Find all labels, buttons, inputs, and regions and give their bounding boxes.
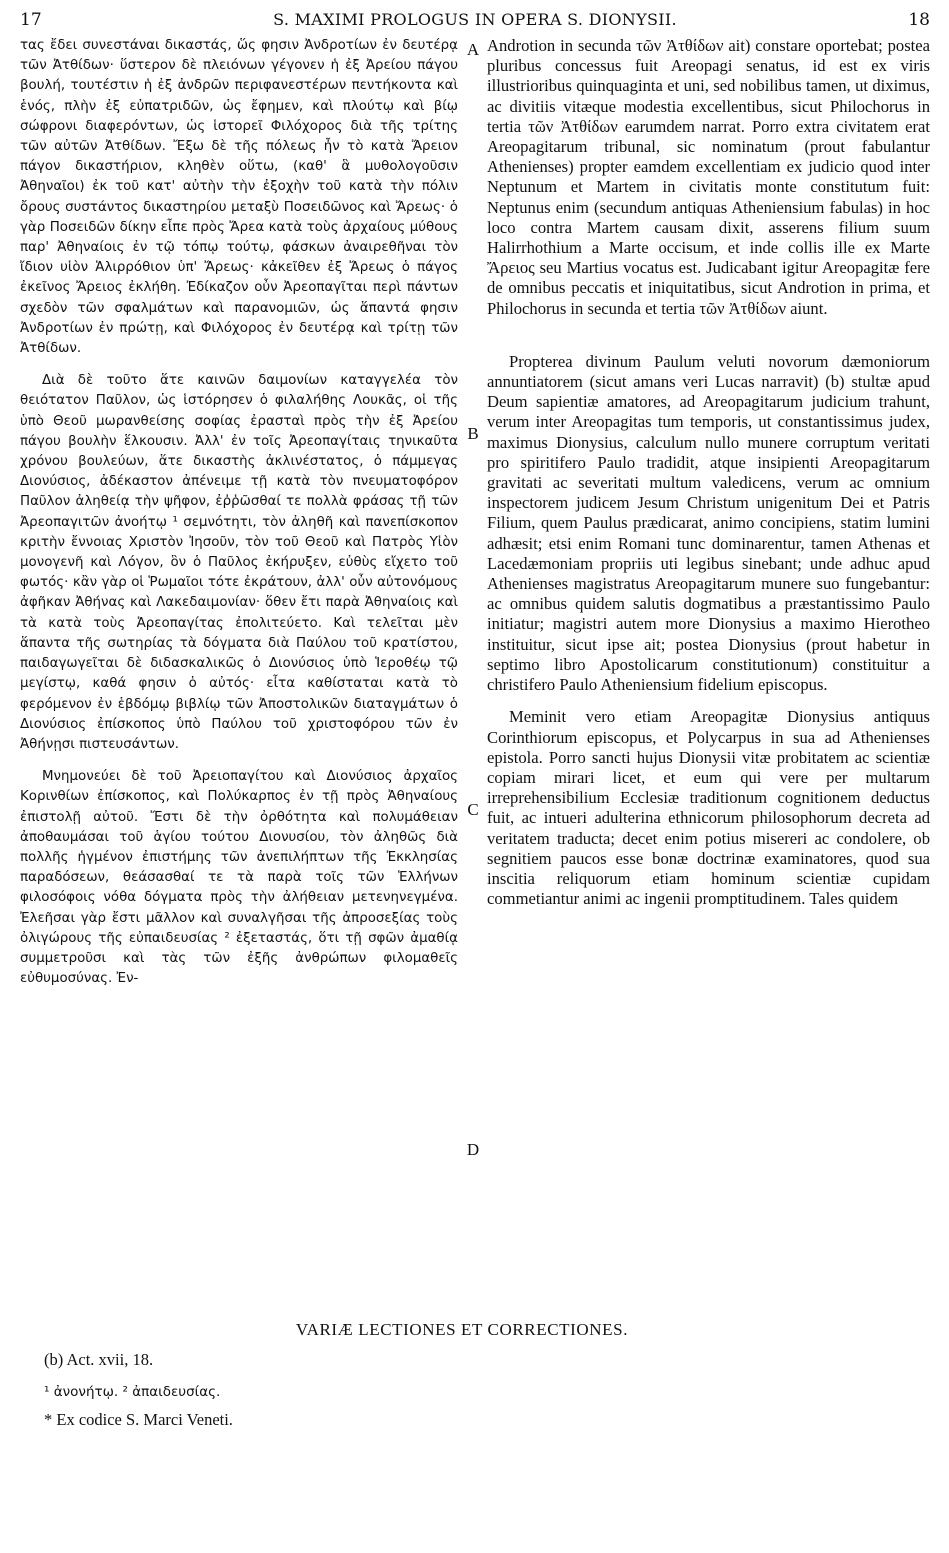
greek-column [20, 36, 458, 989]
footnote-b: (b) Act. xvii, 18. [44, 1350, 154, 1369]
latin-paragraph-1: Androtion in secunda τῶν Ἀτθίδων ait) constare oportebat; postea pluribus concessus fuit Areopagi senatus, id est ex viris illustrioribus quinquaginta et uni, sed nobilibus tamen, ut diximus, ac divitiis vitæque modestia excellentibus, sicut Philochorus in tertia τῶν Ἀτθίδων earumdem narrat. Porro extra civitatem erat Areopagitarum tribunal, sic nominatum (prout fabulantur Athenienses) propter eamdem excellentiam ex judicio quod inter Neptunum et Martem in civitatis monte constitutum fuit: Neptunus enim (secundum antiquas Atheniensium fabulas) in hoc loco contra Martem causam dixit, asserens filium suum Halirrhothium a Marte occisum, et inde collis ille ex Marte Ἄρειος seu Martius vocatus est. Judicabant igitur Areopagitæ fere de omnibus peccatis et iniquitatibus, sicut Androtion in prima, et Philochorus in secunda et tertia τῶν Ἀτθίδων aiunt. [487, 36, 930, 318]
latin-paragraph-3: Meminit vero etiam Areopagitæ Dionysius antiquus Corinthiorum episcopus, et Polycarpus in sua ad Athenienses epistola. Porro sancti hujus Dionysii vitæ probitatem ac scientiæ copiam mirari licet, et eum qui vere per multarum irreprehensibilium Ecclesiæ traditionum cognitionem deductus fuit, ac intueri adulterina ethnicorum philosophorum decreta ad veritatem traducta; decet enim potius misereri ac condolere, ob segnitiem paucos esse bonæ doctrinæ examinatores, quod sua inscitia reliquorum etiam hominum scientiæ cupidam commetiantur animi ac ingenii promptitudinem. Tales quidem [487, 707, 930, 909]
latin-column [487, 36, 930, 909]
greek-paragraph-1: τας ἔδει συνεστάναι δικαστάς, ὥς φησιν Ἀνδροτίων ἐν δευτέρᾳ τῶν Ἀτθίδων· ὕστερον δὲ πλειόνων γέγονεν ἡ ἐξ Ἀρείου πάγου βουλή, τουτέστιν ἡ ἐξ ἀνδρῶν περιφανεστέρων πεντήκοντα καὶ ἑνός, πλὴν ἐξ εὐπατριδῶν, ὡς ἔφημεν, καὶ πλούτῳ καὶ βίῳ σώφρονι διαφερόντων, ὡς ἱστορεῖ Φιλόχορος διὰ τῆς τρίτης τῶν αὐτῶν Ἀτθίδων. Ἔξω δὲ τῆς πόλεως ἦν τὸ κατὰ Ἄρειον πάγον δικαστήριον, κληθὲν οὕτω, (καθ' ἃ μυθολογοῦσιν Ἀθηναῖοι) ἐκ τοῦ κατ' αὐτὴν τὴν ἐξοχὴν τοῦ κατὰ τὴν πόλιν ὄρους συστάντος δικαστηρίου μεταξὺ Ποσειδῶνος καὶ Ἄρεως· ὁ γὰρ Ποσειδῶν δίκην εἶπε πρὸς Ἄρεα κατὰ τοὺς ἀρχαίους μύθους παρ' Ἀθηναίοις ἐν τῷ τόπῳ τούτῳ, φάσκων ἀναιρεθῆναι τὸν ἴδιον υἱὸν Ἁλιρρόθιον ὑπ' Ἄρεως· κἀκεῖθεν ἐξ Ἄρεως ὁ πάγος ἐκεῖνος Ἄρειος ἐκλήθη. Ἐδίκαζον οὖν Ἀρεοπαγῖται περὶ πάντων σχεδὸν τῶν σφαλμάτων καὶ παρανομιῶν, ὡς ἅπαντά φησιν Ἀνδροτίων ἐν πρώτῃ, καὶ Φιλόχορος ἐν δευτέρᾳ καὶ τρίτῃ τῶν Ἀτθίδων. [20, 38, 458, 357]
footnote-codex: * Ex codice S. Marci Veneti. [44, 1410, 233, 1429]
footnotes-title: VARIÆ LECTIONES ET CORRECTIONES. [295, 1320, 629, 1339]
running-title: S. MAXIMI PROLOGUS IN OPERA S. DIONYSII. [273, 10, 677, 29]
latin-paragraph-2: Propterea divinum Paulum veluti novorum dæmoniorum annuntiatorem (sicut amans veri Lucas narravit) (b) stultæ apud Deum sapientiæ amatores, ad Areopagitarum judicium trahunt, verum inter Areopagitas tum temporis, ut constantissimus judex, maximus Dionysius, calculum nullo munere corruptum veritati pro spiritifero Paulo tradidit, atque insipienti Areopagitarum gravitati ac severitati multum valedicens, verum ac omnium inspectorem judicem Jesum Christum unigenitum Dei et Patris Filium, quem Paulus prædicarat, animo concipiens, statim lumini adhæsit; etsi enim Romani tunc dominarentur, tamen Athenas et Lacedæmoniam propriis uti legibus sinebant; unde adhuc apud Athenienses magistratus Areopagitarum munere suo fungebantur: ac omnibus quidem salutis dogmatibus a præstantissimo Paulo initiatur; magistri autem more Dionysius a maximo Hierotheo instituitur, sicut ipse ait; postea Dionysius (prout habetur in septimo libro Apostolicarum constitutionum) constituitur a christifero Paulo Atheniensium fidelium episcopus. [487, 351, 930, 695]
footnotes [44, 1320, 904, 1430]
page-header [20, 4, 930, 32]
greek-paragraph-2: Διὰ δὲ τοῦτο ἅτε καινῶν δαιμονίων καταγγελέα τὸν θειότατον Παῦλον, ὡς ἱστόρησεν ὁ φιλαλήθης Λουκᾶς, οἱ τῆς ὑπὸ Θεοῦ μωρανθείσης σοφίας ἐρασταὶ πρὸς τὴν ἐξ Ἀρείου πάγου βουλὴν ἕλκουσιν. Ἀλλ' ἐν τοῖς Ἀρεοπαγίταις τηνικαῦτα χρόνου βουλεύων, ἅτε δικαστὴς ἀκλινέστατος, ὁ πάμμεγας Διονύσιος, ἀδέκαστον ἀπένειμε τῇ κατὰ τὸν πνευματοφόρον Παῦλον ἀληθείᾳ τὴν ψῆφον, ἐῤῥῶσθαί τε πολλὰ φράσας τῇ τῶν Ἀρεοπαγιτῶν ἀνοήτῳ ¹ σεμνότητι, τὸν ἀληθῆ καὶ πανεπίσκοπον κριτὴν ἔννοιας Χριστὸν Ἰησοῦν, τὸν τοῦ Θεοῦ καὶ Πατρὸς Υἱὸν μονογενῆ καὶ Λόγον, ὃν ὁ Παῦλος ἐκήρυξεν, εὐθὺς εἴχετο τοῦ φωτός· κἂν γὰρ οἱ Ῥωμαῖοι τότε ἐκράτουν, ἀλλ' οὖν αὐτονόμους ἀφῆκαν Ἀθήνας καὶ Λακεδαιμονίαν· ὅθεν ἔτι παρὰ Ἀθηναίοις καὶ τὰ κατὰ τοὺς Ἀρεοπαγίτας ἐπολιτεύετο. Καὶ τελεῖται μὲν ἅπαντα τῆς σωτηρίας τὰ δόγματα διὰ Παύλου τοῦ κρατίστου, παιδαγωγεῖται δὲ διδασκαλικῶς ὁ Διονύσιος ὑπὸ Ἱεροθέῳ τῷ μεγίστῳ, καθά φησιν ὁ αὐτός· εἶτα καθίσταται κατὰ τὸ φερόμενον ἐν ἑβδόμῳ βιβλίῳ τῶν Ἀποστολικῶν διαταγμάτων ὁ Διονύσιος ἐπίσκοπος ὑπὸ Παύλου τοῦ χριστοφόρου τῶν ἐν Ἀθήνῃσι πιστευσάντων. [20, 373, 458, 752]
margin-marker-a: A [466, 40, 480, 59]
margin-marker-b: B [467, 424, 479, 443]
footnote-greek-variants: ¹ ἀνονήτῳ. ² ἀπαιδευσίας. [44, 1384, 221, 1400]
greek-paragraph-3: Μνημονεύει δὲ τοῦ Ἀρειοπαγίτου καὶ Διονύσιος ἀρχαῖος Κορινθίων ἐπίσκοπος, καὶ Πολύκαρπος ἐν τῇ πρὸς Ἀθηναίους ἐπιστολῇ αὐτοῦ. Ἔστι δὲ τὴν ὀρθότητα καὶ πολυμάθειαν ἀποθαυμάσαι τοῦ ἁγίου τούτου Διονυσίου, τὸν ἀληθῶς διὰ πολλῆς ἡγμένον ἐπιστήμης τῶν ἀνεπιλήπτων τῆς Ἐκκλησίας παραδόσεων, θεάσασθαί τε τὰ παρὰ τοῖς τῶν Ἑλλήνων φιλοσόφοις νόθα δόγματα πρὸς τὴν ἀλήθειαν μετενηνεγμένα. Ἐλεῆσαι γὰρ ἔστι μᾶλλον καὶ συναλγῆσαι τῆς ἀπροσεξίας τοὺς ὀλιγώρους τῆς εὐπαιδευσίας ² ἐξεταστάς, ὅτι τῇ σφῶν ἀμαθίᾳ συμμετροῦσι καὶ τὰς τῶν ἐξῆς ἀνθρώπων φιλομαθεῖς εὐθυμοσύνας. Ἐν- [20, 769, 458, 987]
margin-marker-d: D [466, 1140, 480, 1159]
margin-marker-c: C [467, 800, 479, 819]
page-number-left: 17 [20, 10, 42, 30]
page-number-right: 18 [908, 10, 930, 30]
